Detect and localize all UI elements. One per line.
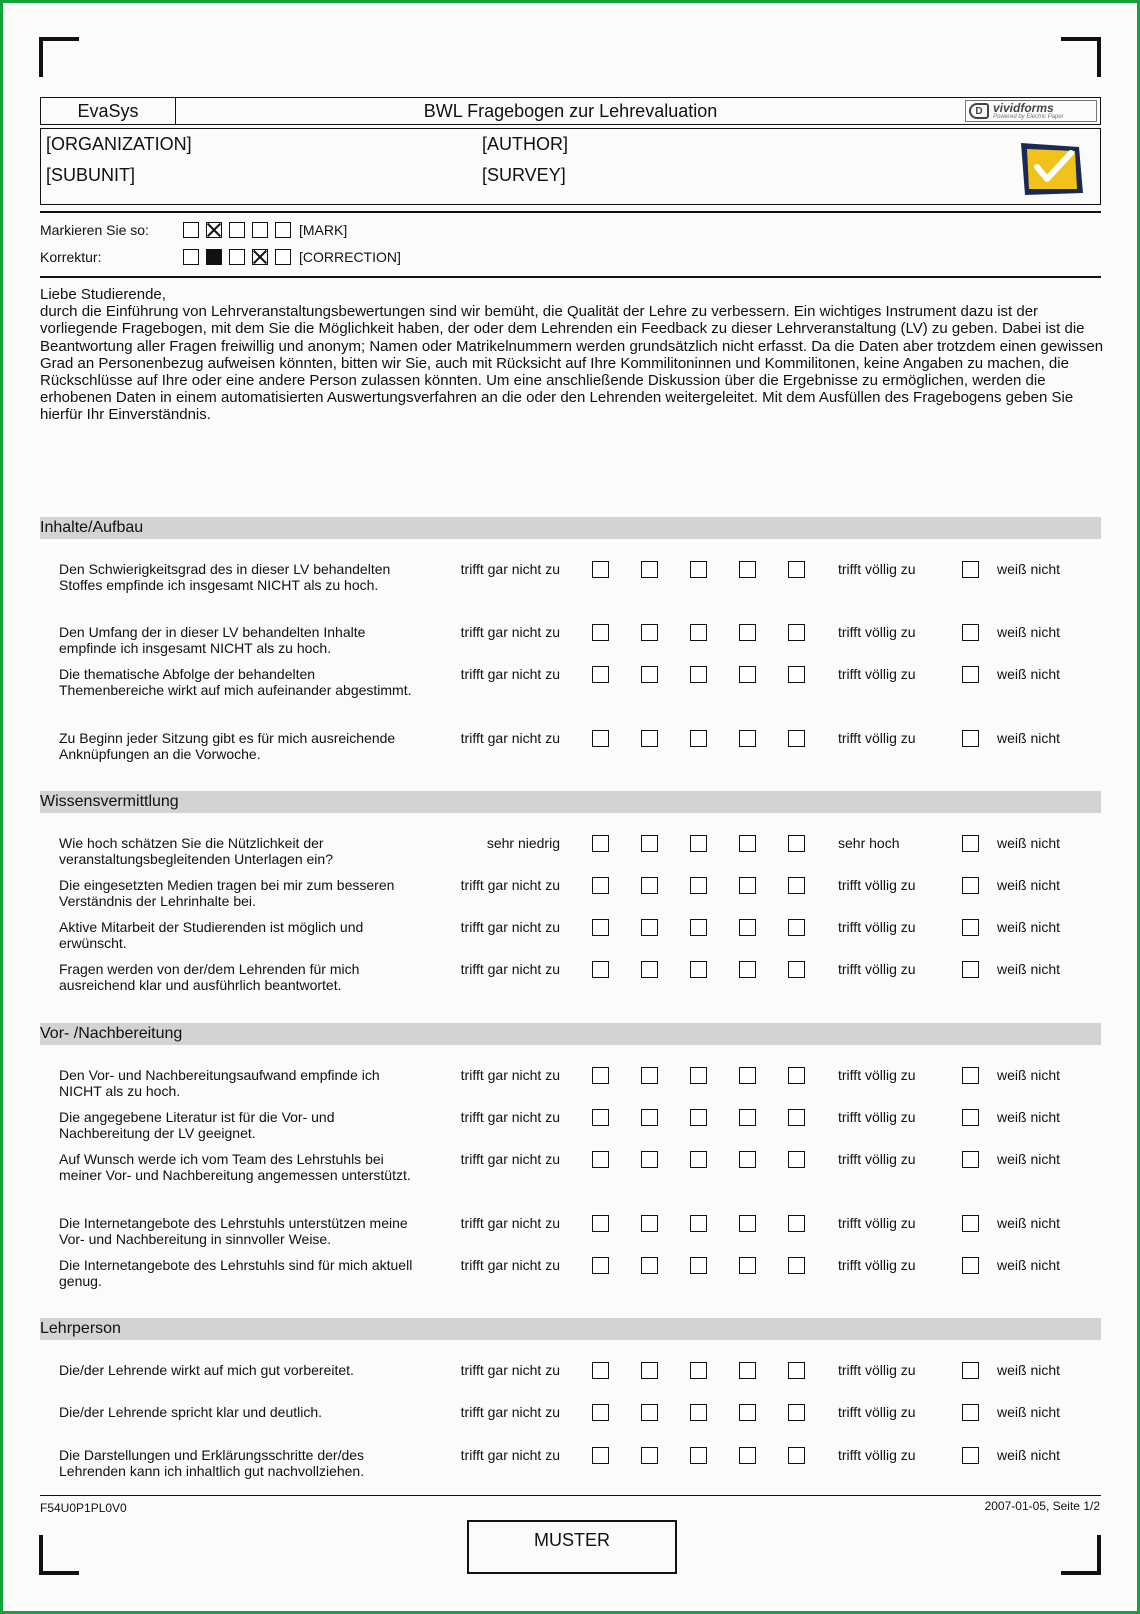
rating-checkbox-3[interactable] [690, 961, 707, 978]
scale-low-label: trifft gar nicht zu [460, 1067, 560, 1083]
rating-checkbox-4[interactable] [739, 1257, 756, 1274]
scale-high-label: trifft völlig zu [838, 1257, 916, 1273]
rating-checkbox-1[interactable] [592, 1067, 609, 1084]
muster-stamp: MUSTER [467, 1520, 677, 1574]
question-text: Die/der Lehrende wirkt auf mich gut vorbereitet. [59, 1362, 354, 1378]
rating-checkbox-3[interactable] [690, 1447, 707, 1464]
dont-know-checkbox[interactable] [962, 1067, 979, 1084]
rating-checkbox-3[interactable] [690, 1109, 707, 1126]
rating-checkbox-1[interactable] [592, 624, 609, 641]
rating-checkbox-5[interactable] [788, 561, 805, 578]
system-name: EvaSys [41, 98, 176, 124]
logo-subtitle: Powered by Electric Paper [993, 114, 1064, 120]
rating-checkbox-5[interactable] [788, 666, 805, 683]
question-text: Die/der Lehrende spricht klar und deutlich. [59, 1404, 323, 1420]
rating-checkbox-5[interactable] [788, 1404, 805, 1421]
section-header: Inhalte/Aufbau [40, 517, 1101, 539]
dont-know-checkbox[interactable] [962, 561, 979, 578]
scale-low-label: trifft gar nicht zu [460, 1257, 560, 1273]
rating-checkbox-2[interactable] [641, 961, 658, 978]
subunit-field: [SUBUNIT] [46, 165, 136, 185]
dont-know-checkbox[interactable] [962, 624, 979, 641]
dont-know-checkbox[interactable] [962, 835, 979, 852]
mark-instruction-row [40, 222, 347, 238]
rating-checkbox-5[interactable] [788, 1257, 805, 1274]
scale-high-label: trifft völlig zu [838, 1109, 916, 1125]
sample-box-empty [275, 249, 291, 265]
rating-checkbox-2[interactable] [641, 1404, 658, 1421]
scale-high-label: trifft völlig zu [838, 1404, 916, 1420]
dont-know-label: weiß nicht [997, 561, 1061, 577]
intro-body: durch die Einführung von Lehrveranstaltungsbewertungen sind wir bemüht, die Qualität der Lehre zu verbessern. Ein wichtiges Instrument dazu ist der vorliegende Fragebogen, mit dem Sie die Möglichkeit haben, der oder dem Lehrenden ein Feedback zu dieser Lehrveranstaltung (LV) zu geben. Dabei ist die Beantwortung aller Fragen freiwillig und anonym; Namen oder Matrikelnummern werden grundsätzlich nicht erfasst. Da die Daten aber trotzdem einen gewissen Grad an Personenbezug aufweisen könnten, bitten wir Sie, auch mit Rücksicht auf Ihre Kommilitoninnen und Kommilitonen, keine Angaben zu machen, die Rückschlüsse auf Ihre oder eine andere Person zulassen könnten. Um eine anschließende Diskussion über die Ergebnisse zu ermöglichen, werden die erhobenen Daten in einem automatisierten Auswertungsverfahren an die oder den Lehrenden weitergeleitet. Mit dem Ausfüllen des Fragebogens geben Sie hierfür Ihr Einverständnis. [40, 303, 1104, 424]
dont-know-label: weiß nicht [997, 919, 1061, 935]
crop-mark-bottom-right [1061, 1535, 1101, 1575]
divider-bottom [40, 1495, 1101, 1496]
scale-low-label: trifft gar nicht zu [460, 1215, 560, 1231]
correction-label: Korrektur: [40, 249, 102, 265]
dont-know-checkbox[interactable] [962, 1109, 979, 1126]
rating-checkbox-2[interactable] [641, 1067, 658, 1084]
mark-tag: [MARK] [299, 222, 348, 238]
rating-checkbox-4[interactable] [739, 919, 756, 936]
rating-checkbox-4[interactable] [739, 961, 756, 978]
rating-checkbox-3[interactable] [690, 730, 707, 747]
sample-box-empty [252, 222, 268, 238]
form-header [40, 97, 1101, 125]
rating-checkbox-4[interactable] [739, 1447, 756, 1464]
scale-high-label: trifft völlig zu [838, 1447, 916, 1463]
question-text: Den Schwierigkeitsgrad des in dieser LV behandelten Stoffes empfinde ich insgesamt NICHT als zu hoch. [59, 561, 391, 593]
rating-checkbox-4[interactable] [739, 1362, 756, 1379]
rating-checkbox-1[interactable] [592, 1215, 609, 1232]
dont-know-checkbox[interactable] [962, 919, 979, 936]
dont-know-checkbox[interactable] [962, 1404, 979, 1421]
rating-checkbox-2[interactable] [641, 835, 658, 852]
scale-low-label: trifft gar nicht zu [460, 961, 560, 977]
rating-checkbox-3[interactable] [690, 877, 707, 894]
dont-know-label: weiß nicht [997, 1151, 1061, 1167]
rating-checkbox-3[interactable] [690, 1151, 707, 1168]
mark-label: Markieren Sie so: [40, 222, 149, 238]
intro-text [40, 286, 1105, 424]
question-text: Wie hoch schätzen Sie die Nützlichkeit der veranstaltungsbegleitenden Unterlagen ein? [59, 835, 333, 867]
rating-checkbox-2[interactable] [641, 1447, 658, 1464]
rating-checkbox-3[interactable] [690, 1404, 707, 1421]
rating-checkbox-4[interactable] [739, 877, 756, 894]
scale-high-label: trifft völlig zu [838, 961, 916, 977]
scale-high-label: sehr hoch [838, 835, 900, 851]
question-text: Die thematische Abfolge der behandelten Themenbereiche wirkt auf mich aufeinander abgestimmt. [59, 666, 412, 698]
sample-box-empty [229, 222, 245, 238]
dont-know-label: weiß nicht [997, 961, 1061, 977]
dont-know-checkbox[interactable] [962, 1151, 979, 1168]
rating-checkbox-2[interactable] [641, 1109, 658, 1126]
rating-checkbox-1[interactable] [592, 919, 609, 936]
rating-checkbox-5[interactable] [788, 1215, 805, 1232]
sample-box-crossed [206, 222, 222, 238]
rating-checkbox-1[interactable] [592, 1151, 609, 1168]
rating-checkbox-5[interactable] [788, 1109, 805, 1126]
dont-know-checkbox[interactable] [962, 1362, 979, 1379]
survey-info-box [40, 128, 1101, 205]
rating-checkbox-5[interactable] [788, 730, 805, 747]
rating-checkbox-1[interactable] [592, 877, 609, 894]
rating-checkbox-2[interactable] [641, 877, 658, 894]
sample-box-empty [183, 249, 199, 265]
dont-know-label: weiß nicht [997, 1257, 1061, 1273]
dont-know-label: weiß nicht [997, 1067, 1061, 1083]
question-text: Die Darstellungen und Erklärungsschritte der/des Lehrenden kann ich inhaltlich gut nachvollziehen. [59, 1447, 365, 1479]
scale-high-label: trifft völlig zu [838, 730, 916, 746]
crop-mark-top-left [39, 37, 79, 77]
dont-know-label: weiß nicht [997, 1109, 1061, 1125]
rating-checkbox-3[interactable] [690, 624, 707, 641]
rating-checkbox-2[interactable] [641, 666, 658, 683]
sample-box-empty [183, 222, 199, 238]
rating-checkbox-3[interactable] [690, 835, 707, 852]
scale-high-label: trifft völlig zu [838, 561, 916, 577]
dont-know-label: weiß nicht [997, 730, 1061, 746]
scale-high-label: trifft völlig zu [838, 666, 916, 682]
rating-checkbox-3[interactable] [690, 1067, 707, 1084]
rating-checkbox-4[interactable] [739, 1109, 756, 1126]
rating-checkbox-1[interactable] [592, 730, 609, 747]
rating-checkbox-1[interactable] [592, 961, 609, 978]
scale-high-label: trifft völlig zu [838, 877, 916, 893]
vividforms-logo-icon: D [969, 103, 989, 119]
correction-instruction-row [40, 249, 401, 265]
scale-low-label: trifft gar nicht zu [460, 919, 560, 935]
rating-checkbox-5[interactable] [788, 624, 805, 641]
rating-checkbox-4[interactable] [739, 1215, 756, 1232]
scale-low-label: trifft gar nicht zu [460, 877, 560, 893]
scale-low-label: trifft gar nicht zu [460, 1447, 560, 1463]
question-text: Fragen werden von der/dem Lehrenden für mich ausreichend klar und ausführlich beantwortet. [59, 961, 360, 993]
question-text: Aktive Mitarbeit der Studierenden ist möglich und erwünscht. [59, 919, 364, 951]
rating-checkbox-3[interactable] [690, 919, 707, 936]
rating-checkbox-4[interactable] [739, 1404, 756, 1421]
correction-tag: [CORRECTION] [299, 249, 401, 265]
rating-checkbox-3[interactable] [690, 1257, 707, 1274]
question-text: Die eingesetzten Medien tragen bei mir zum besseren Verständnis der Lehrinhalte bei. [59, 877, 395, 909]
scale-high-label: trifft völlig zu [838, 1067, 916, 1083]
question-text: Den Vor- und Nachbereitungsaufwand empfinde ich NICHT als zu hoch. [59, 1067, 380, 1099]
dont-know-checkbox[interactable] [962, 1447, 979, 1464]
checkmark-logo-icon [1017, 139, 1087, 197]
survey-field: [SURVEY] [482, 165, 566, 185]
rating-checkbox-2[interactable] [641, 1362, 658, 1379]
question-text: Die Internetangebote des Lehrstuhls sind für mich aktuell genug. [59, 1257, 413, 1289]
dont-know-checkbox[interactable] [962, 1215, 979, 1232]
form-code: F54U0P1PL0V0 [40, 1501, 127, 1515]
dont-know-label: weiß nicht [997, 666, 1061, 682]
crop-mark-top-right [1061, 37, 1101, 77]
section-header: Lehrperson [40, 1318, 1101, 1340]
rating-checkbox-1[interactable] [592, 561, 609, 578]
scale-low-label: trifft gar nicht zu [460, 730, 560, 746]
dont-know-checkbox[interactable] [962, 961, 979, 978]
rating-checkbox-2[interactable] [641, 730, 658, 747]
rating-checkbox-1[interactable] [592, 1257, 609, 1274]
question-text: Den Umfang der in dieser LV behandelten Inhalte empfinde ich insgesamt NICHT als zu hoch. [59, 624, 366, 656]
sample-box-empty [275, 222, 291, 238]
scale-low-label: trifft gar nicht zu [460, 1404, 560, 1420]
rating-checkbox-4[interactable] [739, 666, 756, 683]
form-date-page: 2007-01-05, Seite 1/2 [984, 1499, 1100, 1513]
rating-checkbox-3[interactable] [690, 1215, 707, 1232]
rating-checkbox-4[interactable] [739, 835, 756, 852]
rating-checkbox-5[interactable] [788, 835, 805, 852]
scale-high-label: trifft völlig zu [838, 624, 916, 640]
dont-know-label: weiß nicht [997, 877, 1061, 893]
dont-know-label: weiß nicht [997, 1404, 1061, 1420]
section-header: Wissensvermittlung [40, 791, 1101, 813]
rating-checkbox-2[interactable] [641, 1151, 658, 1168]
rating-checkbox-1[interactable] [592, 1404, 609, 1421]
dont-know-label: weiß nicht [997, 624, 1061, 640]
rating-checkbox-1[interactable] [592, 1109, 609, 1126]
organization-field: [ORGANIZATION] [46, 134, 192, 154]
scale-low-label: sehr niedrig [486, 835, 560, 851]
sample-box-crossed [252, 249, 268, 265]
rating-checkbox-5[interactable] [788, 1447, 805, 1464]
rating-checkbox-2[interactable] [641, 1257, 658, 1274]
question-text: Die angegebene Literatur ist für die Vor- und Nachbereitung der LV geeignet. [59, 1109, 335, 1141]
rating-checkbox-3[interactable] [690, 666, 707, 683]
rating-checkbox-5[interactable] [788, 1151, 805, 1168]
section-header: Vor- /Nachbereitung [40, 1023, 1101, 1045]
rating-checkbox-5[interactable] [788, 1362, 805, 1379]
rating-checkbox-2[interactable] [641, 919, 658, 936]
rating-checkbox-5[interactable] [788, 919, 805, 936]
divider-top [40, 211, 1101, 213]
rating-checkbox-5[interactable] [788, 877, 805, 894]
rating-checkbox-2[interactable] [641, 561, 658, 578]
rating-checkbox-4[interactable] [739, 1067, 756, 1084]
sample-box-empty [229, 249, 245, 265]
rating-checkbox-1[interactable] [592, 666, 609, 683]
question-text: Auf Wunsch werde ich vom Team des Lehrstuhls bei meiner Vor- und Nachbereitung angemessen unterstützt. [59, 1151, 411, 1183]
sample-box-filled [206, 249, 222, 265]
scale-low-label: trifft gar nicht zu [460, 1151, 560, 1167]
scale-high-label: trifft völlig zu [838, 1362, 916, 1378]
rating-checkbox-1[interactable] [592, 1362, 609, 1379]
author-field: [AUTHOR] [482, 134, 569, 154]
scale-low-label: trifft gar nicht zu [460, 624, 560, 640]
rating-checkbox-5[interactable] [788, 1067, 805, 1084]
rating-checkbox-2[interactable] [641, 1215, 658, 1232]
rating-checkbox-1[interactable] [592, 835, 609, 852]
divider-middle [40, 276, 1101, 278]
scale-low-label: trifft gar nicht zu [460, 1362, 560, 1378]
rating-checkbox-3[interactable] [690, 1362, 707, 1379]
intro-greeting: Liebe Studierende, [40, 286, 166, 303]
dont-know-label: weiß nicht [997, 1362, 1061, 1378]
rating-checkbox-5[interactable] [788, 961, 805, 978]
rating-checkbox-4[interactable] [739, 730, 756, 747]
rating-checkbox-2[interactable] [641, 624, 658, 641]
question-text: Die Internetangebote des Lehrstuhls unterstützen meine Vor- und Nachbereitung in sinnvoller Weise. [59, 1215, 408, 1247]
dont-know-label: weiß nicht [997, 835, 1061, 851]
rating-checkbox-3[interactable] [690, 561, 707, 578]
dont-know-checkbox[interactable] [962, 666, 979, 683]
rating-checkbox-4[interactable] [739, 624, 756, 641]
question-text: Zu Beginn jeder Sitzung gibt es für mich ausreichende Anknüpfungen an die Vorwoche. [59, 730, 396, 762]
scale-low-label: trifft gar nicht zu [460, 1109, 560, 1125]
scale-high-label: trifft völlig zu [838, 1151, 916, 1167]
dont-know-checkbox[interactable] [962, 1257, 979, 1274]
dont-know-label: weiß nicht [997, 1215, 1061, 1231]
rating-checkbox-4[interactable] [739, 561, 756, 578]
dont-know-checkbox[interactable] [962, 730, 979, 747]
scale-low-label: trifft gar nicht zu [460, 666, 560, 682]
form-title: BWL Fragebogen zur Lehrevaluation [423, 100, 718, 121]
rating-checkbox-1[interactable] [592, 1447, 609, 1464]
vividforms-logo [965, 100, 1097, 122]
logo-brand: vividforms [993, 101, 1054, 115]
rating-checkbox-4[interactable] [739, 1151, 756, 1168]
scale-high-label: trifft völlig zu [838, 1215, 916, 1231]
scale-high-label: trifft völlig zu [838, 919, 916, 935]
dont-know-label: weiß nicht [997, 1447, 1061, 1463]
dont-know-checkbox[interactable] [962, 877, 979, 894]
crop-mark-bottom-left [39, 1535, 79, 1575]
scale-low-label: trifft gar nicht zu [460, 561, 560, 577]
